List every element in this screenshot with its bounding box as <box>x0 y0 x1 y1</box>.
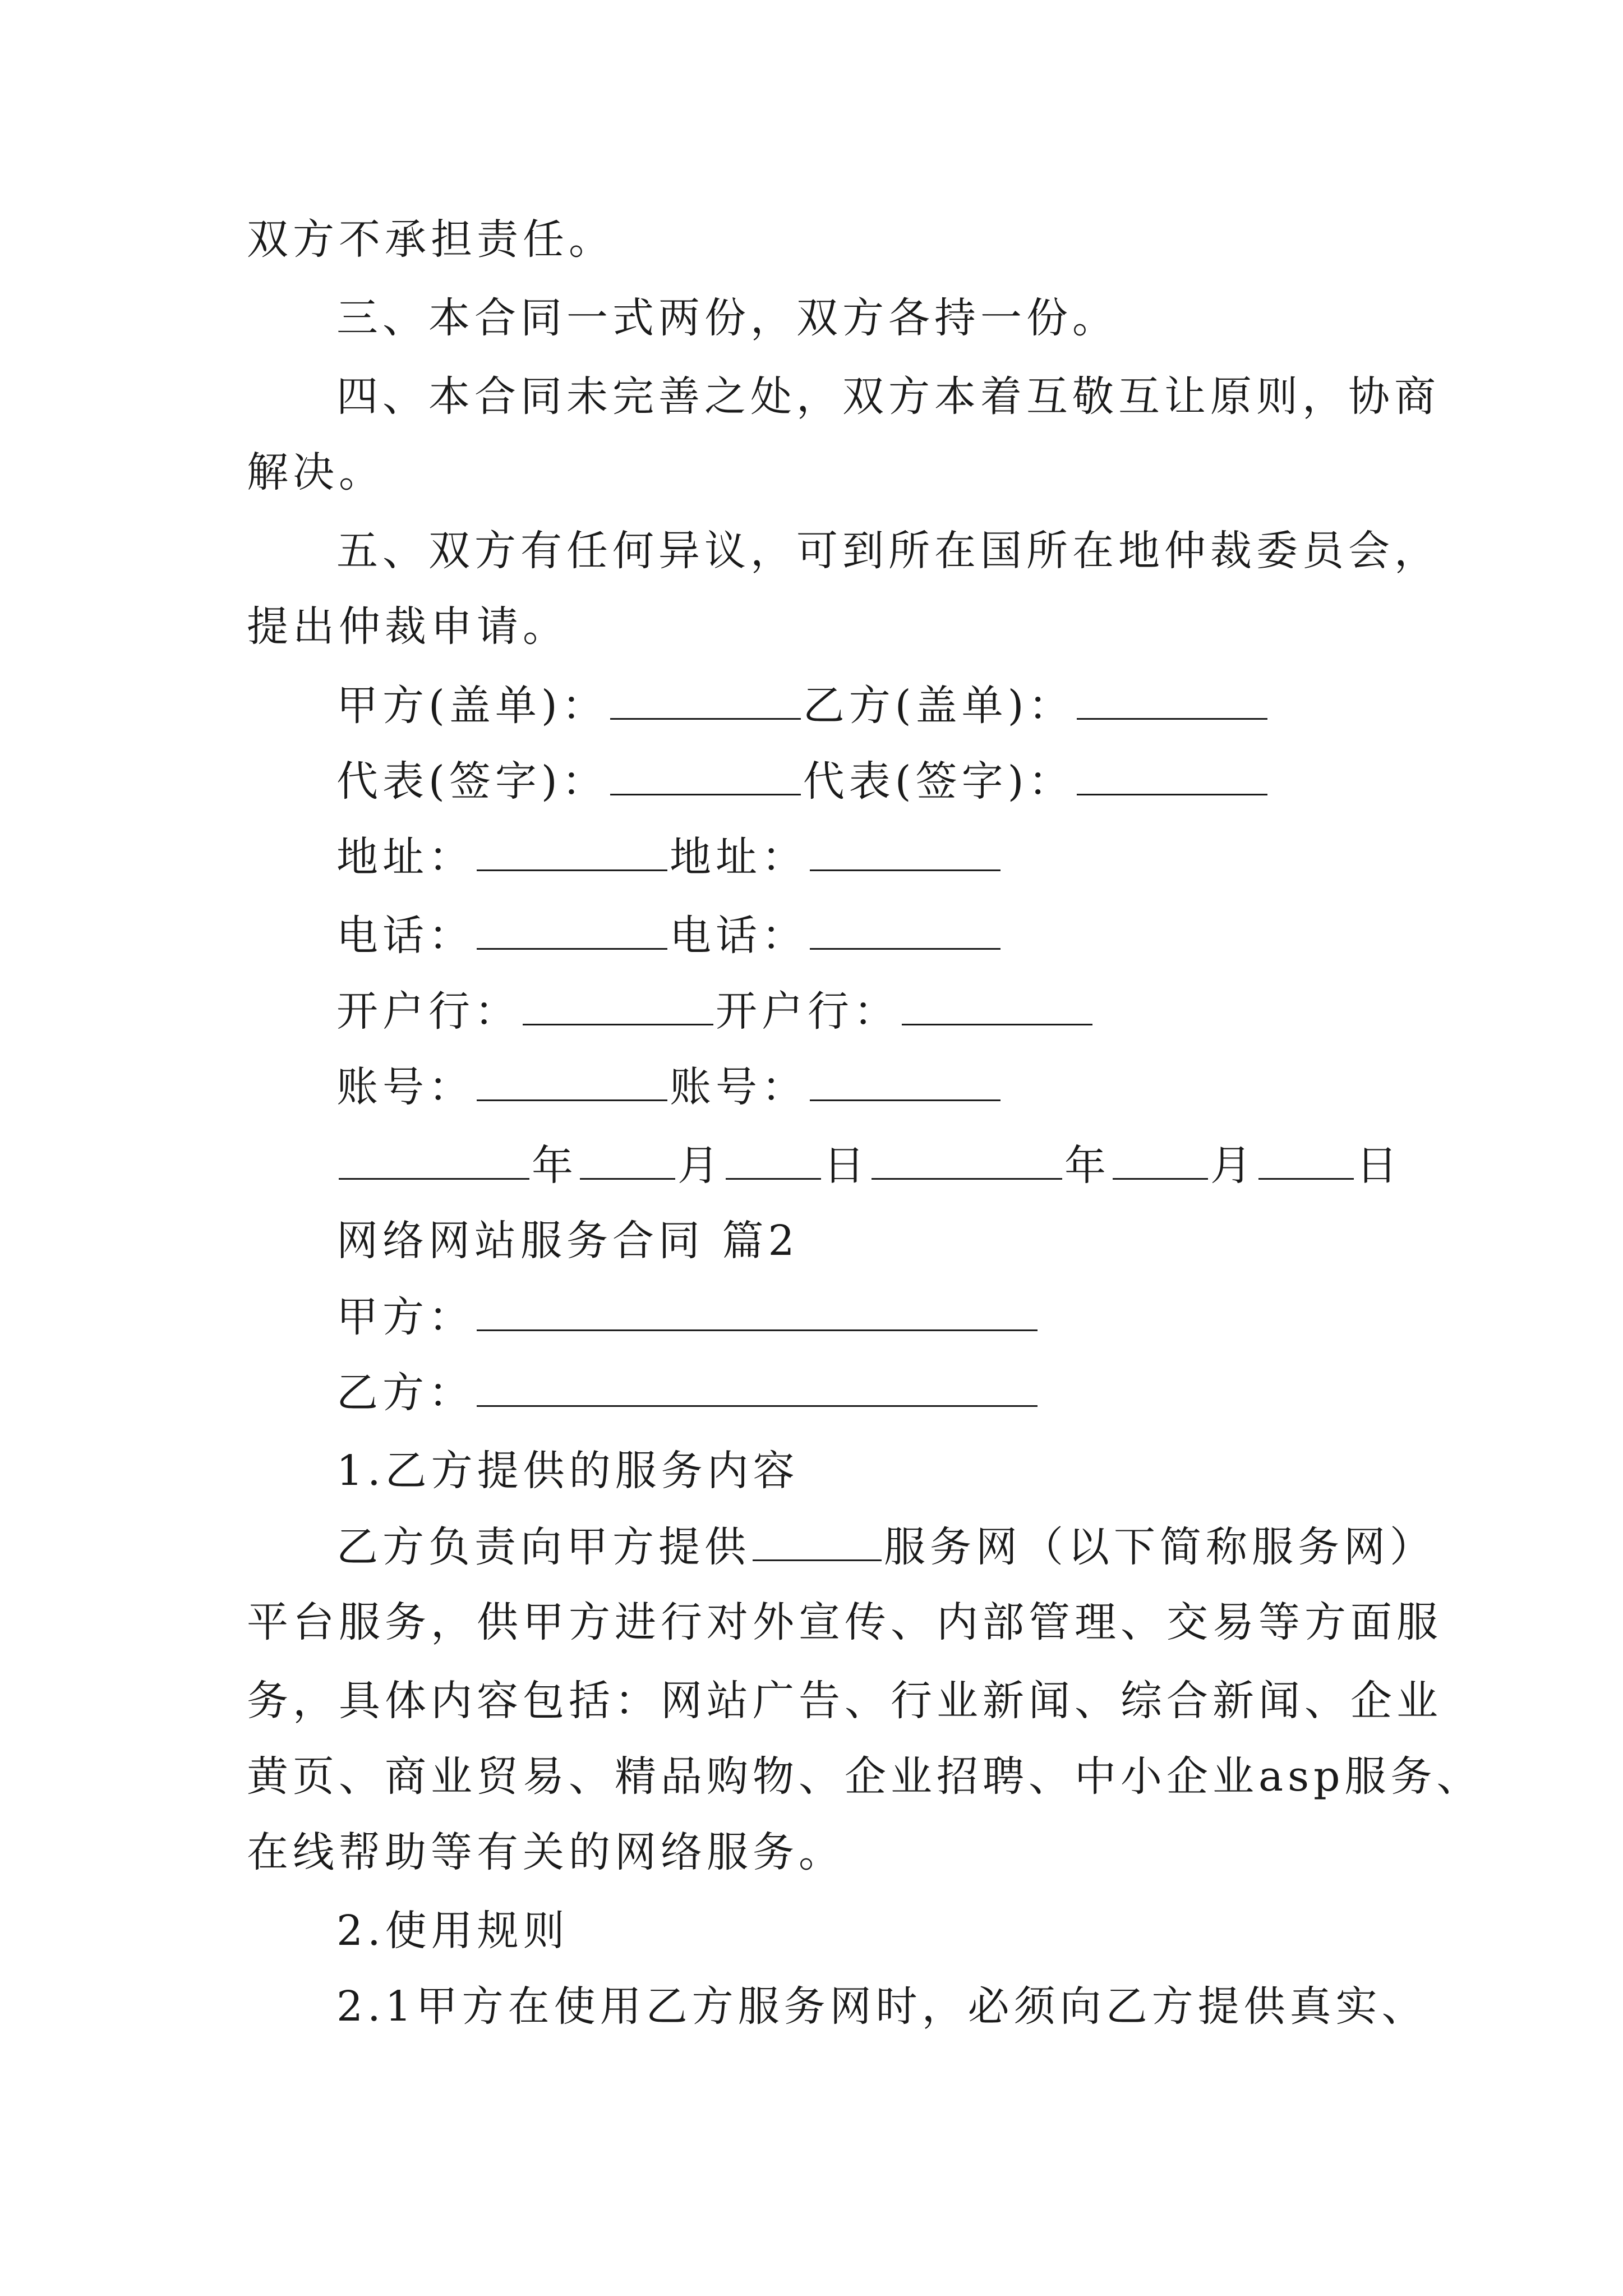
party-a-seal-label: 甲方(盖单)： <box>336 682 608 730</box>
party-b-seal-blank <box>1077 684 1267 720</box>
signature-row-phone <box>336 912 1003 960</box>
signature-row-bank <box>336 987 1095 1036</box>
party-b-row <box>336 1369 1040 1417</box>
month-b-blank <box>1113 1144 1208 1180</box>
year-b-blank <box>872 1144 1062 1180</box>
year-label: 年 <box>532 1142 578 1190</box>
month-a-blank <box>580 1144 675 1180</box>
addr-a-label: 地址： <box>336 833 474 881</box>
bank-b-blank <box>902 990 1092 1025</box>
signature-row-date <box>336 1142 1402 1190</box>
contract-title: 网络网站服务合同 篇2 <box>336 1217 799 1265</box>
day-a-blank <box>726 1144 821 1180</box>
clause-3: 三、本合同一式两份，双方各持一份。 <box>336 294 1118 342</box>
section-1-line: 平台服务，供甲方进行对外宣传、内部管理、交易等方面服 <box>247 1598 1442 1646</box>
text-line: 解决。 <box>247 448 385 496</box>
section-1-line: 黄页、商业贸易、精品购物、企业招聘、中小企业asp服务、 <box>247 1752 1483 1801</box>
service-intro-cont: 服务网（以下简称服务网） <box>884 1523 1436 1571</box>
text-line: 双方不承担责任。 <box>247 215 615 264</box>
party-b-seal-label: 乙方(盖单)： <box>803 682 1075 730</box>
month-label: 月 <box>1210 1142 1256 1190</box>
addr-b-blank <box>810 836 1000 871</box>
rep-a-label: 代表(签字)： <box>336 757 608 806</box>
addr-b-label: 地址： <box>670 833 808 881</box>
day-label: 日 <box>823 1142 869 1190</box>
section-1-title: 1.乙方提供的服务内容 <box>336 1447 799 1495</box>
phone-b-label: 电话： <box>670 912 808 960</box>
party-b-blank <box>477 1372 1038 1407</box>
rep-b-blank <box>1077 760 1267 795</box>
bank-b-label: 开户行： <box>716 987 900 1036</box>
rep-a-blank <box>610 760 801 795</box>
day-label: 日 <box>1356 1142 1402 1190</box>
service-intro: 乙方负责向甲方提供 <box>336 1523 750 1571</box>
service-name-blank <box>753 1526 882 1561</box>
section-1-line: 在线帮助等有关的网络服务。 <box>247 1828 845 1876</box>
party-a-seal-blank <box>610 684 801 720</box>
rep-b-label: 代表(签字)： <box>803 757 1075 806</box>
party-b-label: 乙方： <box>336 1369 474 1417</box>
signature-row-seal <box>336 682 1270 730</box>
bank-a-blank <box>523 990 713 1025</box>
signature-row-rep <box>336 757 1270 806</box>
acct-a-blank <box>477 1066 667 1101</box>
party-a-blank <box>477 1296 1038 1331</box>
clause-4: 四、本合同未完善之处，双方本着互敬互让原则，协商 <box>336 372 1440 421</box>
acct-b-blank <box>810 1066 1000 1101</box>
phone-b-blank <box>810 914 1000 950</box>
phone-a-blank <box>477 914 667 950</box>
day-b-blank <box>1258 1144 1354 1180</box>
phone-a-label: 电话： <box>336 912 474 960</box>
addr-a-blank <box>477 836 667 871</box>
party-a-label: 甲方： <box>336 1293 474 1341</box>
month-label: 月 <box>677 1142 723 1190</box>
year-label: 年 <box>1064 1142 1110 1190</box>
signature-row-address <box>336 833 1003 881</box>
text-line: 提出仲裁申请。 <box>247 602 569 651</box>
signature-row-account <box>336 1063 1003 1111</box>
bank-a-label: 开户行： <box>336 987 520 1036</box>
section-1-line <box>336 1523 1436 1571</box>
section-2-title: 2.使用规则 <box>336 1907 569 1955</box>
acct-a-label: 账号： <box>336 1063 474 1111</box>
clause-5: 五、双方有任何异议，可到所在国所在地仲裁委员会， <box>336 527 1440 575</box>
party-a-row <box>336 1293 1040 1341</box>
section-1-line: 务，具体内容包括：网站广告、行业新闻、综合新闻、企业 <box>247 1677 1442 1725</box>
acct-b-label: 账号： <box>670 1063 808 1111</box>
section-2-1: 2.1甲方在使用乙方服务网时，必须向乙方提供真实、 <box>336 1982 1428 2031</box>
year-a-blank <box>339 1144 529 1180</box>
